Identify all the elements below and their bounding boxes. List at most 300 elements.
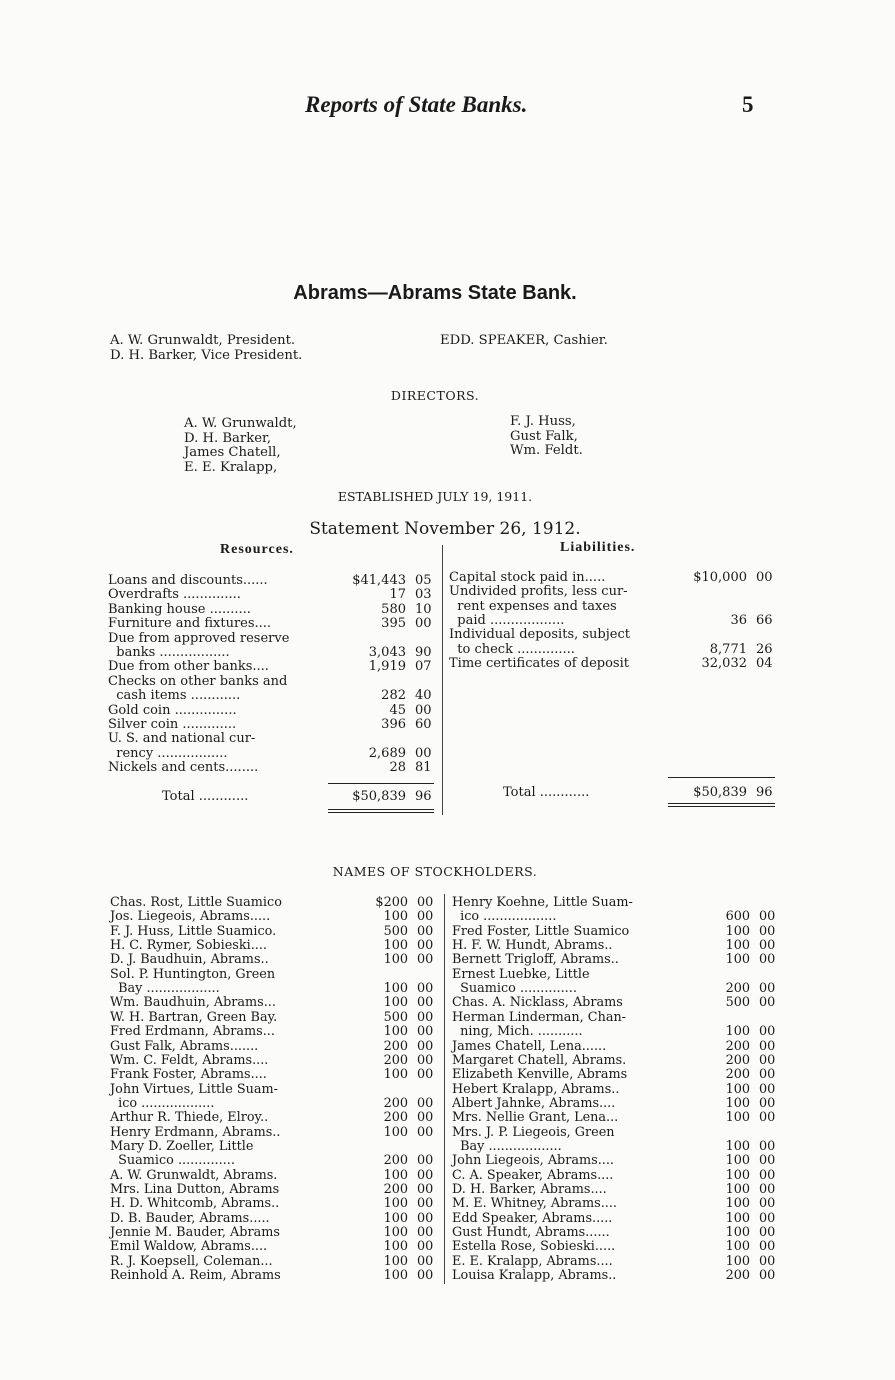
stockholder-name: Gust Falk, Abrams....... [110,1038,259,1054]
amount-dollars: 100 [725,1167,750,1183]
amount-cents: 00 [759,1138,776,1154]
stockholder-name: Gust Hundt, Abrams...... [452,1225,610,1241]
stockholder-row [452,981,778,996]
resources-heading: Resources. [220,542,294,557]
resource-row [108,645,434,660]
stockholder-name: Jos. Liegeois, Abrams..... [110,909,271,925]
stockholder-row [452,995,778,1010]
amount-dollars: 100 [725,1095,750,1111]
director-name: D. H. Barker, [184,430,272,446]
amount-dollars: 100 [725,923,750,939]
amount-cents: 00 [417,1095,434,1111]
amount-dollars: 100 [383,1225,408,1241]
amount-dollars: 100 [383,1239,408,1255]
stockholder-row [110,1053,436,1068]
liability-label: Time certificates of deposit [449,655,629,671]
stockholder-name: ning, Mich. ........... [452,1024,583,1040]
resource-row [108,674,434,689]
amount-cents: 03 [415,587,432,603]
resource-row [108,616,434,631]
stockholder-name: Fred Erdmann, Abrams... [110,1024,275,1040]
resource-row [108,746,434,761]
resource-row [108,631,434,646]
amount-cents: 66 [756,612,773,628]
resource-label: cash items ............ [108,688,241,704]
stockholder-name: W. H. Bartran, Green Bay. [110,1009,278,1025]
stockholder-name: Frank Foster, Abrams.... [110,1067,267,1083]
director-name: Wm. Feldt. [510,443,583,458]
stockholder-name: Arthur R. Thiede, Elroy.. [110,1110,269,1126]
stockholder-row [110,1211,436,1226]
stockholder-name: Albert Jahnke, Abrams.... [452,1095,616,1111]
amount-cents: 00 [417,923,434,939]
stockholder-name: John Liegeois, Abrams.... [452,1153,614,1169]
resource-row [108,731,434,746]
total-rule [328,812,434,813]
stockholder-row [452,1067,778,1082]
amount-cents: 00 [759,1239,776,1255]
stockholder-name: ico .................. [452,909,557,925]
stockholder-row [110,1110,436,1125]
stockholder-row [452,1110,778,1125]
stockholder-name: C. A. Speaker, Abrams.... [452,1167,614,1183]
amount-cents: 00 [417,1210,434,1226]
total-rule [328,783,434,784]
amount-dollars: 282 [381,688,406,704]
amount-cents: 40 [415,688,432,704]
amount-dollars: 200 [725,1038,750,1054]
stockholder-row [110,1082,436,1097]
amount-dollars: 3,043 [368,645,406,660]
amount-dollars: 100 [383,1210,408,1226]
stockholder-name: Mary D. Zoeller, Little [110,1138,254,1154]
stockholder-name: Hebert Kralapp, Abrams.. [452,1081,620,1097]
stockholder-row [452,1039,778,1054]
resource-label: U. S. and national cur- [108,731,256,747]
liabilities-heading: Liabilities. [560,540,636,555]
amount-dollars: 200 [725,1067,750,1083]
president-line: A. W. Grunwaldt, President. [110,333,296,348]
stockholder-name: Herman Linderman, Chan- [452,1009,627,1025]
amount-cents: 00 [759,1210,776,1226]
amount-cents: 00 [417,1024,434,1040]
amount-cents: 00 [417,1196,434,1212]
stockholder-name: Wm. C. Feldt, Abrams.... [110,1052,269,1068]
total-rule [668,803,775,804]
amount-cents: 00 [417,1110,434,1126]
amount-cents: 00 [759,1196,776,1212]
amount-dollars: 200 [725,981,750,997]
total-cents: 96 [756,785,773,800]
amount-dollars: 200 [725,1268,750,1284]
amount-dollars: 100 [383,938,408,954]
stockholder-row [452,1153,778,1168]
stockholder-name: F. J. Huss, Little Suamico. [110,923,277,939]
amount-dollars: 100 [383,909,408,925]
statement-date: Statement November 26, 1912. [309,519,581,539]
amount-dollars: 200 [725,1052,750,1068]
amount-cents: 00 [759,1182,776,1197]
amount-dollars: $41,443 [352,573,406,588]
amount-cents: 00 [759,952,776,968]
stockholder-row [110,1268,436,1283]
running-title: Reports of State Banks. [305,92,528,117]
stockholder-name: Suamico .............. [110,1153,235,1169]
stockholder-row [110,1254,436,1269]
amount-cents: 00 [759,995,776,1011]
stockholder-row [452,1182,778,1197]
total-dollars: $50,839 [352,789,406,804]
resource-label: banks ................. [108,645,230,660]
amount-dollars: 1,919 [368,659,406,675]
stockholder-name: Mrs. Nellie Grant, Lena... [452,1110,619,1126]
vice-president-line: D. H. Barker, Vice President. [110,348,303,363]
amount-cents: 00 [759,1110,776,1126]
stockholder-row [110,924,436,939]
resource-label: Due from other banks.... [108,659,269,675]
amount-dollars: 100 [725,1081,750,1097]
stockholder-name: Ernest Luebke, Little [452,966,590,982]
total-row [108,789,434,804]
amount-dollars: 100 [725,1182,750,1197]
stockholder-name: Mrs. Lina Dutton, Abrams [110,1182,280,1197]
stockholder-row [452,1125,778,1140]
amount-dollars: 200 [383,1153,408,1169]
resource-label: rency ................. [108,745,228,761]
stockholders-column-divider [444,894,445,1284]
amount-cents: 00 [417,1239,434,1255]
stockholder-row [110,895,436,910]
stockholder-name: ico .................. [110,1095,215,1111]
total-rule [668,806,775,807]
amount-dollars: 100 [383,952,408,968]
amount-cents: 81 [415,760,432,776]
amount-cents: 00 [417,981,434,997]
resource-row [108,688,434,703]
amount-dollars: 200 [383,1052,408,1068]
amount-dollars: 100 [725,1024,750,1040]
stockholder-row [452,1010,778,1025]
stockholder-row [452,1082,778,1097]
stockholder-row [452,1096,778,1111]
amount-dollars: 500 [383,1009,408,1025]
stockholder-name: R. J. Koepsell, Coleman... [110,1253,273,1269]
stockholder-name: Louisa Kralapp, Abrams.. [452,1268,617,1284]
stockholder-row [110,1125,436,1140]
stockholder-name: D. B. Bauder, Abrams..... [110,1210,270,1226]
stockholder-name: James Chatell, Lena...... [452,1038,607,1054]
amount-cents: 00 [417,1052,434,1068]
amount-dollars: 200 [383,1038,408,1054]
stockholder-row [452,1268,778,1283]
amount-dollars: 500 [725,995,750,1011]
stockholder-row [110,1096,436,1111]
amount-cents: 05 [415,573,432,588]
stockholder-row [110,1153,436,1168]
stockholder-name: John Virtues, Little Suam- [110,1081,278,1097]
stockholder-row [110,995,436,1010]
total-label: Total ............ [503,785,590,800]
amount-dollars: 100 [725,1138,750,1154]
amount-cents: 00 [417,952,434,968]
amount-cents: 00 [759,1225,776,1241]
liability-label: to check .............. [449,641,575,657]
amount-dollars: 100 [725,1153,750,1169]
directors-right-column [510,415,583,459]
stockholder-name: Henry Koehne, Little Suam- [452,895,633,910]
amount-cents: 00 [759,1095,776,1111]
resource-row [108,573,434,588]
liability-row [449,584,775,599]
stockholder-row [110,1010,436,1025]
amount-cents: 60 [415,717,432,732]
liability-label: paid .................. [449,612,565,628]
amount-cents: 00 [759,981,776,997]
stockholder-name: Emil Waldow, Abrams.... [110,1239,268,1255]
amount-dollars: 500 [383,923,408,939]
stockholder-name: H. D. Whitcomb, Abrams.. [110,1196,280,1212]
amount-cents: 00 [415,702,432,718]
amount-cents: 00 [417,909,434,925]
stockholder-row [452,1196,778,1211]
resource-row [108,760,434,775]
amount-dollars: 2,689 [368,745,406,761]
amount-cents: 26 [756,641,773,657]
stockholder-row [452,1139,778,1154]
resource-row [108,703,434,718]
amount-cents: 00 [759,1052,776,1068]
stockholder-row [110,952,436,967]
amount-dollars: 8,771 [709,641,747,657]
amount-dollars: 100 [725,1196,750,1212]
amount-dollars: 28 [389,760,406,776]
amount-cents: 00 [756,570,773,585]
stockholder-name: Sol. P. Huntington, Green [110,966,276,982]
page-number: 5 [742,92,754,117]
stockholder-row [110,967,436,982]
total-rule [668,777,775,778]
amount-cents: 00 [417,1038,434,1054]
stockholder-name: Jennie M. Bauder, Abrams [110,1225,280,1241]
amount-dollars: 45 [389,702,406,718]
liability-row [449,570,775,585]
stockholder-name: Bernett Trigloff, Abrams.. [452,952,619,968]
total-rule [328,809,434,810]
stockholders-heading: NAMES OF STOCKHOLDERS. [332,864,538,879]
amount-dollars: $200 [375,895,408,910]
stockholder-row [452,1168,778,1183]
amount-dollars: 100 [383,981,408,997]
liability-row [449,627,775,642]
stockholder-row [110,1139,436,1154]
amount-cents: 04 [756,655,773,671]
amount-cents: 00 [417,1253,434,1269]
liability-row [449,599,775,614]
amount-cents: 00 [417,938,434,954]
stockholder-row [110,1239,436,1254]
amount-dollars: 600 [725,909,750,925]
stockholder-name: Chas. Rost, Little Suamico [110,895,282,910]
stockholder-row [452,1211,778,1226]
resource-label: Checks on other banks and [108,673,288,689]
director-name: F. J. Huss, [510,414,576,429]
stockholder-name: Chas. A. Nicklass, Abrams [452,995,623,1011]
amount-cents: 00 [417,1268,434,1284]
stockholder-row [452,1053,778,1068]
stockholder-row [110,909,436,924]
stockholder-name: M. E. Whitney, Abrams.... [452,1196,617,1212]
amount-cents: 00 [417,995,434,1011]
stockholder-row [110,1039,436,1054]
cashier-line: EDD. SPEAKER, Cashier. [440,333,608,348]
amount-cents: 00 [759,1081,776,1097]
stockholder-row [452,1024,778,1039]
liability-label: Capital stock paid in..... [449,570,606,585]
amount-cents: 00 [759,1024,776,1040]
stockholder-row [110,1196,436,1211]
stockholder-name: Margaret Chatell, Abrams. [452,1052,627,1068]
stockholder-row [452,1239,778,1254]
amount-cents: 00 [417,1225,434,1241]
amount-dollars: 100 [725,1210,750,1226]
director-name: James Chatell, [184,445,281,460]
amount-cents: 07 [415,659,432,675]
amount-cents: 00 [417,1124,434,1140]
resource-label: Overdrafts .............. [108,587,241,603]
resource-row [108,602,434,617]
liability-row [449,642,775,657]
amount-cents: 00 [415,745,432,761]
amount-cents: 00 [759,1167,776,1183]
amount-cents: 00 [759,1153,776,1169]
stockholder-name: Mrs. J. P. Liegeois, Green [452,1124,615,1140]
amount-dollars: 17 [389,587,406,603]
resource-label: Banking house .......... [108,601,251,617]
resource-row [108,659,434,674]
directors-left-column [184,417,297,475]
amount-dollars: 100 [383,1268,408,1284]
total-label: Total ............ [162,789,249,804]
stockholder-row [452,1254,778,1269]
stockholder-row [110,1067,436,1082]
amount-dollars: 36 [730,612,747,628]
resource-label: Silver coin ............. [108,717,237,732]
amount-dollars: 100 [725,1225,750,1241]
amount-cents: 00 [415,616,432,632]
amount-dollars: 396 [381,717,406,732]
liability-label: Individual deposits, subject [449,627,630,643]
amount-cents: 00 [759,938,776,954]
officers-left [110,333,302,363]
amount-dollars: 100 [725,1253,750,1269]
resource-label: Due from approved reserve [108,630,290,646]
amount-cents: 00 [759,923,776,939]
amount-dollars: 100 [383,1167,408,1183]
resource-label: Loans and discounts...... [108,573,268,588]
liability-label: rent expenses and taxes [449,598,617,614]
amount-dollars: 100 [725,938,750,954]
stockholder-name: Suamico .............. [452,981,577,997]
director-name: A. W. Grunwaldt, [184,416,297,431]
resource-row [108,587,434,602]
liability-row [449,613,775,628]
stockholder-name: Reinhold A. Reim, Abrams [110,1268,281,1284]
amount-dollars: 100 [383,1024,408,1040]
stockholder-row [452,952,778,967]
stockholder-row [452,1225,778,1240]
stockholder-row [452,924,778,939]
directors-heading: DIRECTORS. [390,388,480,403]
amount-cents: 00 [759,1067,776,1083]
liability-label: Undivided profits, less cur- [449,584,628,600]
amount-dollars: 100 [383,1196,408,1212]
stockholder-row [452,967,778,982]
resource-label: Gold coin ............... [108,702,237,718]
total-cents: 96 [415,789,432,804]
amount-cents: 00 [759,1268,776,1284]
stockholder-name: H. F. W. Hundt, Abrams.. [452,938,613,954]
stockholder-name: E. E. Kralapp, Abrams.... [452,1253,613,1269]
amount-dollars: 100 [725,1239,750,1255]
amount-dollars: 395 [381,616,406,632]
stockholder-name: D. H. Barker, Abrams.... [452,1182,607,1197]
amount-cents: 00 [417,1167,434,1183]
running-head [0,92,895,122]
stockholder-row [452,909,778,924]
stockholder-name: Bay .................. [110,981,220,997]
resource-row [108,717,434,732]
director-name: E. E. Kralapp, [184,459,278,475]
stockholder-row [110,1225,436,1240]
stockholder-name: Bay .................. [452,1138,562,1154]
established-date: ESTABLISHED JULY 19, 1911. [337,489,533,504]
stockholder-name: D. J. Baudhuin, Abrams.. [110,952,269,968]
stockholder-name: H. C. Rymer, Sobieski.... [110,938,267,954]
stockholder-row [110,1182,436,1197]
stockholder-row [452,895,778,910]
amount-dollars: 100 [383,1253,408,1269]
liability-row [449,656,775,671]
stockholder-name: Elizabeth Kenville, Abrams [452,1067,628,1083]
amount-cents: 00 [417,1067,434,1083]
amount-dollars: 100 [383,1124,408,1140]
stockholder-row [110,981,436,996]
amount-dollars: 100 [383,1067,408,1083]
amount-cents: 00 [417,1182,434,1197]
amount-dollars: 32,032 [701,655,747,671]
stockholder-name: Wm. Baudhuin, Abrams... [110,995,276,1011]
director-name: Gust Falk, [510,428,578,444]
total-row [449,785,775,800]
amount-dollars: 580 [381,601,406,617]
resource-label: Furniture and fixtures.... [108,616,272,632]
stockholder-name: Fred Foster, Little Suamico [452,923,630,939]
amount-cents: 00 [759,1038,776,1054]
stockholder-name: A. W. Grunwaldt, Abrams. [110,1167,278,1183]
amount-cents: 00 [759,909,776,925]
amount-cents: 00 [417,1153,434,1169]
stockholder-name: Estella Rose, Sobieski..... [452,1239,616,1255]
amount-dollars: $10,000 [693,570,747,585]
stockholder-name: Edd Speaker, Abrams..... [452,1210,613,1226]
bank-title: Abrams—Abrams State Bank. [293,282,577,304]
amount-cents: 00 [417,895,434,910]
resource-label: Nickels and cents........ [108,760,259,776]
amount-dollars: 100 [725,1110,750,1126]
amount-dollars: 200 [383,1110,408,1126]
stockholder-row [110,1024,436,1039]
stockholder-row [452,938,778,953]
